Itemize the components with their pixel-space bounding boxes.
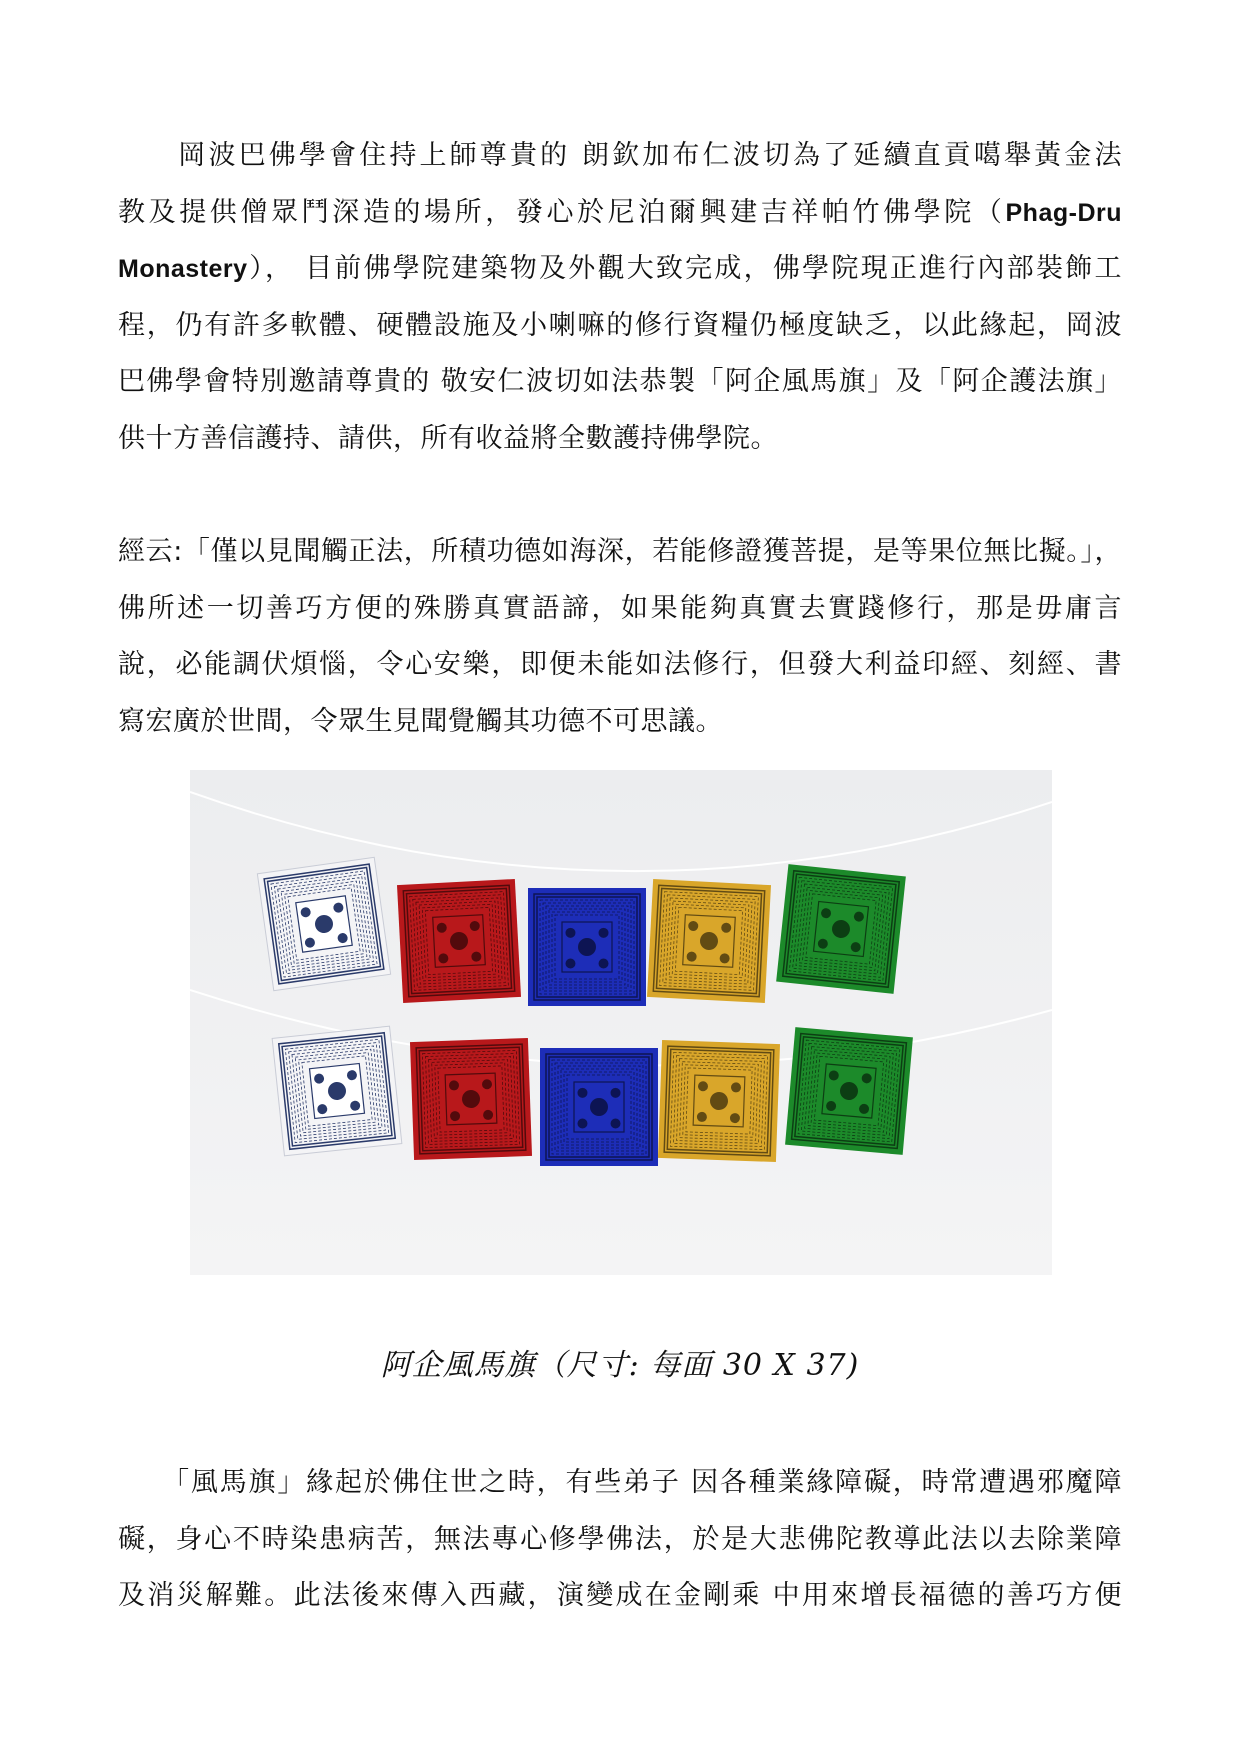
prayer-flag	[785, 1027, 913, 1155]
prayer-flag	[658, 1040, 780, 1162]
flag-emblem	[611, 1119, 621, 1129]
flag-emblem	[599, 928, 609, 938]
flag-emblem	[611, 1088, 621, 1098]
text-line: 礙，身心不時染患病苦，無法專心修學佛法，於是大悲佛陀教導此法以去除業障	[118, 1523, 1122, 1555]
prayer-flag	[647, 879, 771, 1003]
prayer-flag	[540, 1048, 658, 1166]
text-line: 供十方善信護持、請供，所有收益將全數護持佛學院。	[118, 422, 778, 454]
prayer-flag	[410, 1038, 532, 1160]
prayer-flag	[397, 879, 521, 1003]
text-line: 經云:「僅以見聞觸正法，所積功德如海深，若能修證獲菩提，是等果位無比擬。」，	[118, 536, 1122, 567]
sutra-quote-paragraph	[118, 524, 1122, 750]
text-line: 說，必能調伏煩惱，令心安樂，即便未能如法修行，但發大利益印經、刻經、書	[118, 649, 1122, 680]
prayer-flag	[528, 888, 646, 1006]
flag-emblem	[578, 938, 596, 956]
text-line: 寫宏廣於世間，令眾生見聞覺觸其功德不可思議。	[118, 705, 723, 737]
text-line: 佛所述一切善巧方便的殊勝真實語諦，如果能夠真實去實踐修行，那是毋庸言	[118, 592, 1122, 624]
flag-emblem	[565, 959, 575, 969]
flag-emblem	[565, 928, 575, 938]
prayer-flag	[272, 1026, 402, 1156]
text-line: 及消災解難。此法後來傳入西藏，演變成在金剛乘 中用來增長福德的善巧方便	[118, 1580, 1122, 1611]
photo-background	[190, 770, 1052, 1275]
prayer-flag	[257, 857, 390, 990]
latin-term: Phag-Dru	[1005, 198, 1122, 227]
figure-caption: 阿企風馬旗（尺寸: 每面 30 X 37)	[380, 1348, 860, 1383]
text-line: 岡波巴佛學會住持上師尊貴的 朗欽加布仁波切為了延續直貢噶舉黃金法	[118, 140, 1122, 171]
text-line: Monastery）， 目前佛學院建築物及外觀大致完成，佛學院現正進行內部裝飾工	[118, 253, 1122, 284]
latin-term: Monastery	[118, 255, 248, 283]
flag-emblem	[577, 1088, 587, 1098]
flag-emblem	[590, 1098, 608, 1116]
prayer-flag	[776, 864, 906, 994]
flag-emblem	[599, 959, 609, 969]
wind-horse-paragraph	[118, 1455, 1122, 1625]
intro-paragraph	[118, 128, 1122, 467]
text-line: 巴佛學會特別邀請尊貴的 敬安仁波切如法恭製「阿企風馬旗」及「阿企護法旗」	[118, 366, 1122, 397]
text-line: 教及提供僧眾鬥深造的場所，發心於尼泊爾興建吉祥帕竹佛學院（Phag-Dru	[118, 196, 1122, 228]
prayer-flags-photo	[190, 770, 1052, 1275]
text-line: 程，仍有許多軟體、硬體設施及小喇嘛的修行資糧仍極度缺乏，以此緣起，岡波	[118, 309, 1122, 341]
flag-emblem	[577, 1119, 587, 1129]
text-line: 「風馬旗」緣起於佛住世之時，有些弟子 因各種業緣障礙，時常遭遇邪魔障	[118, 1467, 1122, 1498]
